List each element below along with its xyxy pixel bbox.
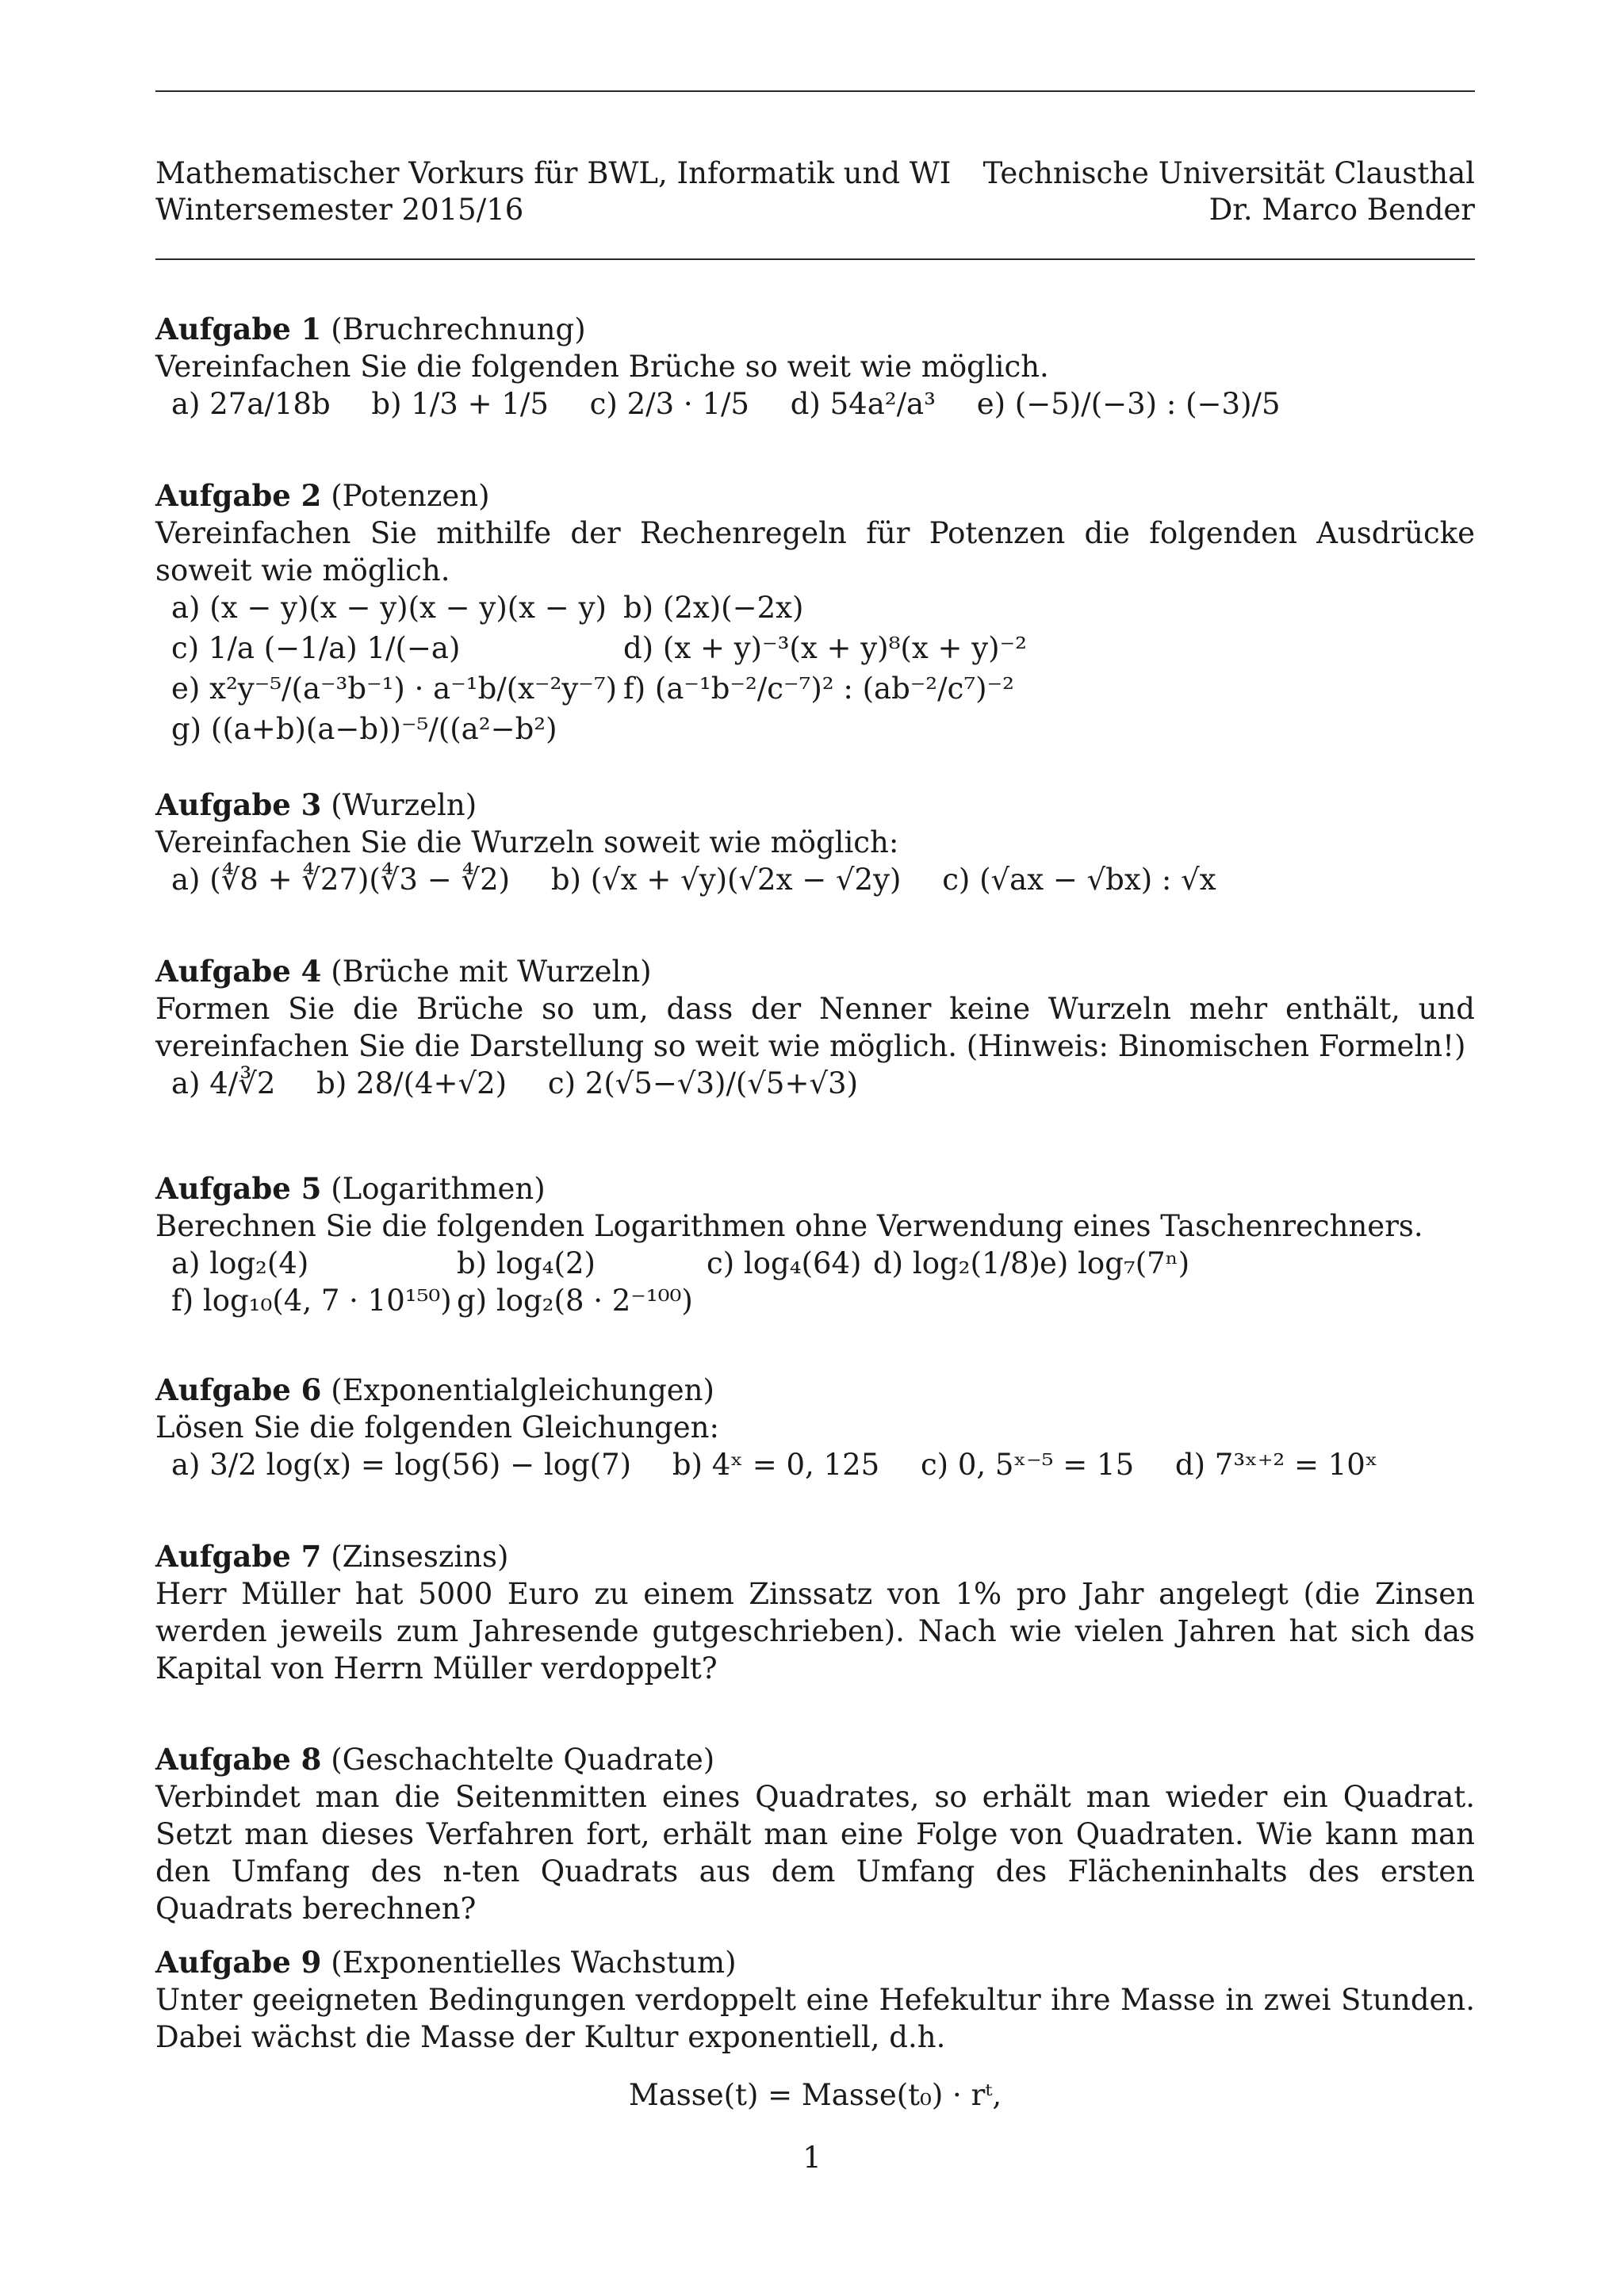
semester: Wintersemester 2015/16 [155, 193, 524, 227]
task-9 [155, 1944, 1475, 2114]
exercise-row [155, 1446, 1475, 1483]
exercise: a) (x − y)(x − y)(x − y)(x − y) [171, 591, 607, 625]
exercise: a) (∜8 + ∜27)(∜3 − ∜2) [171, 863, 511, 897]
exercise: f) (a⁻¹b⁻²/c⁻⁷)² : (ab⁻²/c⁷)⁻² [623, 672, 1014, 706]
exercise: a) 3/2 log(x) = log(56) − log(7) [171, 1448, 632, 1482]
lecturer: Dr. Marco Bender [1208, 193, 1475, 227]
task-label: Aufgabe 5 [155, 1171, 322, 1206]
task-6 [155, 1372, 1475, 1483]
exercise: b) (√x + √y)(√2x − √2y) [550, 863, 902, 897]
header-left [155, 155, 951, 228]
task-label: Aufgabe 6 [155, 1372, 322, 1407]
top-rule [155, 90, 1475, 92]
header-right [983, 155, 1475, 228]
exercise-grid [155, 589, 1475, 748]
task-topic: (Zinseszins) [331, 1540, 509, 1574]
task-text: Unter geeigneten Bedingungen verdoppelt eine Hefekultur ihre Masse in zwei Stunden. Dabei wächst die Masse der Kultur exponentiell, d.h. [155, 1983, 1475, 2054]
exercise: d) 54a²/a³ [790, 387, 936, 421]
exercise: d) 7³ˣ⁺² = 10ˣ [1174, 1448, 1378, 1482]
exercise: c) 2(√5−√3)/(√5+√3) [547, 1066, 859, 1100]
exercise-grid [155, 1245, 1475, 1319]
exercise: g) log₂(8 · 2⁻¹⁰⁰) [457, 1284, 693, 1318]
exercise: c) 0, 5ˣ⁻⁵ = 15 [920, 1448, 1135, 1482]
exercise: b) log₄(2) [457, 1246, 596, 1280]
task-label: Aufgabe 4 [155, 954, 322, 989]
exercise-row [155, 1065, 1475, 1102]
task-label: Aufgabe 7 [155, 1539, 322, 1574]
growth-formula: Masse(t) = Masse(t₀) · rᵗ, [628, 2078, 1002, 2112]
exercise: d) (x + y)⁻³(x + y)⁸(x + y)⁻² [623, 631, 1027, 665]
task-text: Formen Sie die Brüche so um, dass der Nenner keine Wurzeln mehr enthält, und vereinfachen Sie die Darstellung so weit wie möglich. (Hinweis: Binomischen Formeln!) [155, 992, 1475, 1063]
task-topic: (Logarithmen) [331, 1172, 546, 1206]
task-text: Vereinfachen Sie die folgenden Brüche so weit wie möglich. [155, 350, 1049, 384]
task-5 [155, 1170, 1475, 1319]
exercise: b) 1/3 + 1/5 [371, 387, 549, 421]
task-label: Aufgabe 1 [155, 312, 322, 346]
page-number: 1 [802, 2141, 822, 2175]
header-rule [155, 258, 1475, 260]
task-label: Aufgabe 3 [155, 787, 322, 822]
task-topic: (Potenzen) [331, 479, 490, 513]
exercise: e) (−5)/(−3) : (−3)/5 [976, 387, 1281, 421]
task-label: Aufgabe 9 [155, 1945, 322, 1980]
exercise: d) log₂(1/8) [873, 1246, 1040, 1280]
exercise: b) 28/(4+√2) [316, 1066, 508, 1100]
task-text: Verbindet man die Seitenmitten eines Quadrates, so erhält man wieder ein Quadrat. Setzt man dieses Verfahren fort, erhält man eine Folge von Quadraten. Wie kann man den Umfang des n-ten Quadrats aus dem Umfang des Flächeninhalts des ersten Quadrats berechnen? [155, 1780, 1475, 1926]
exercise: a) log₂(4) [171, 1246, 309, 1280]
task-7 [155, 1538, 1475, 1687]
exercise: a) 4/∛2 [171, 1066, 276, 1100]
task-4 [155, 953, 1475, 1102]
task-label: Aufgabe 8 [155, 1742, 322, 1777]
exercise: e) log₇(7ⁿ) [1040, 1246, 1190, 1280]
task-topic: (Exponentialgleichungen) [331, 1373, 714, 1407]
exercise-row [155, 385, 1475, 423]
exercise: c) (√ax − √bx) : √x [942, 863, 1216, 897]
exercise: c) 1/a (−1/a) 1/(−a) [171, 631, 461, 665]
university: Technische Universität Clausthal [982, 156, 1475, 190]
task-topic: (Bruchrechnung) [331, 312, 586, 346]
task-text: Vereinfachen Sie mithilfe der Rechenregeln für Potenzen die folgenden Ausdrücke soweit wie möglich. [155, 516, 1475, 587]
task-text: Herr Müller hat 5000 Euro zu einem Zinssatz von 1% pro Jahr angelegt (die Zinsen werden jeweils zum Jahresende gutgeschrieben). Nach wie vielen Jahren hat sich das Kapital von Herrn Müller verdoppelt? [155, 1577, 1475, 1686]
exercise: e) x²y⁻⁵/(a⁻³b⁻¹) · a⁻¹b/(x⁻²y⁻⁷) [171, 672, 618, 706]
task-1 [155, 311, 1475, 423]
task-text: Berechnen Sie die folgenden Logarithmen ohne Verwendung eines Taschenrechners. [155, 1209, 1423, 1243]
exercise-row [155, 861, 1475, 898]
task-label: Aufgabe 2 [155, 478, 322, 513]
exercise: f) log₁₀(4, 7 · 10¹⁵⁰) [171, 1284, 452, 1318]
exercise: c) log₄(64) [707, 1246, 862, 1280]
task-3 [155, 786, 1475, 898]
exercise: g) ((a+b)(a−b))⁻⁵/((a²−b²) [171, 712, 557, 746]
course-title: Mathematischer Vorkurs für BWL, Informatik und WI [155, 156, 952, 190]
exercise: c) 2/3 · 1/5 [589, 387, 749, 421]
exercise: b) (2x)(−2x) [623, 591, 804, 625]
task-2 [155, 477, 1475, 748]
exercise: b) 4ˣ = 0, 125 [672, 1448, 880, 1482]
task-topic: (Brüche mit Wurzeln) [331, 955, 652, 989]
task-topic: (Geschachtelte Quadrate) [331, 1743, 715, 1777]
task-8 [155, 1741, 1475, 1927]
task-topic: (Wurzeln) [331, 788, 477, 822]
task-text: Lösen Sie die folgenden Gleichungen: [155, 1410, 719, 1445]
task-text: Vereinfachen Sie die Wurzeln soweit wie möglich: [155, 825, 899, 859]
exercise: a) 27a/18b [171, 387, 331, 421]
task-topic: (Exponentielles Wachstum) [331, 1946, 737, 1980]
